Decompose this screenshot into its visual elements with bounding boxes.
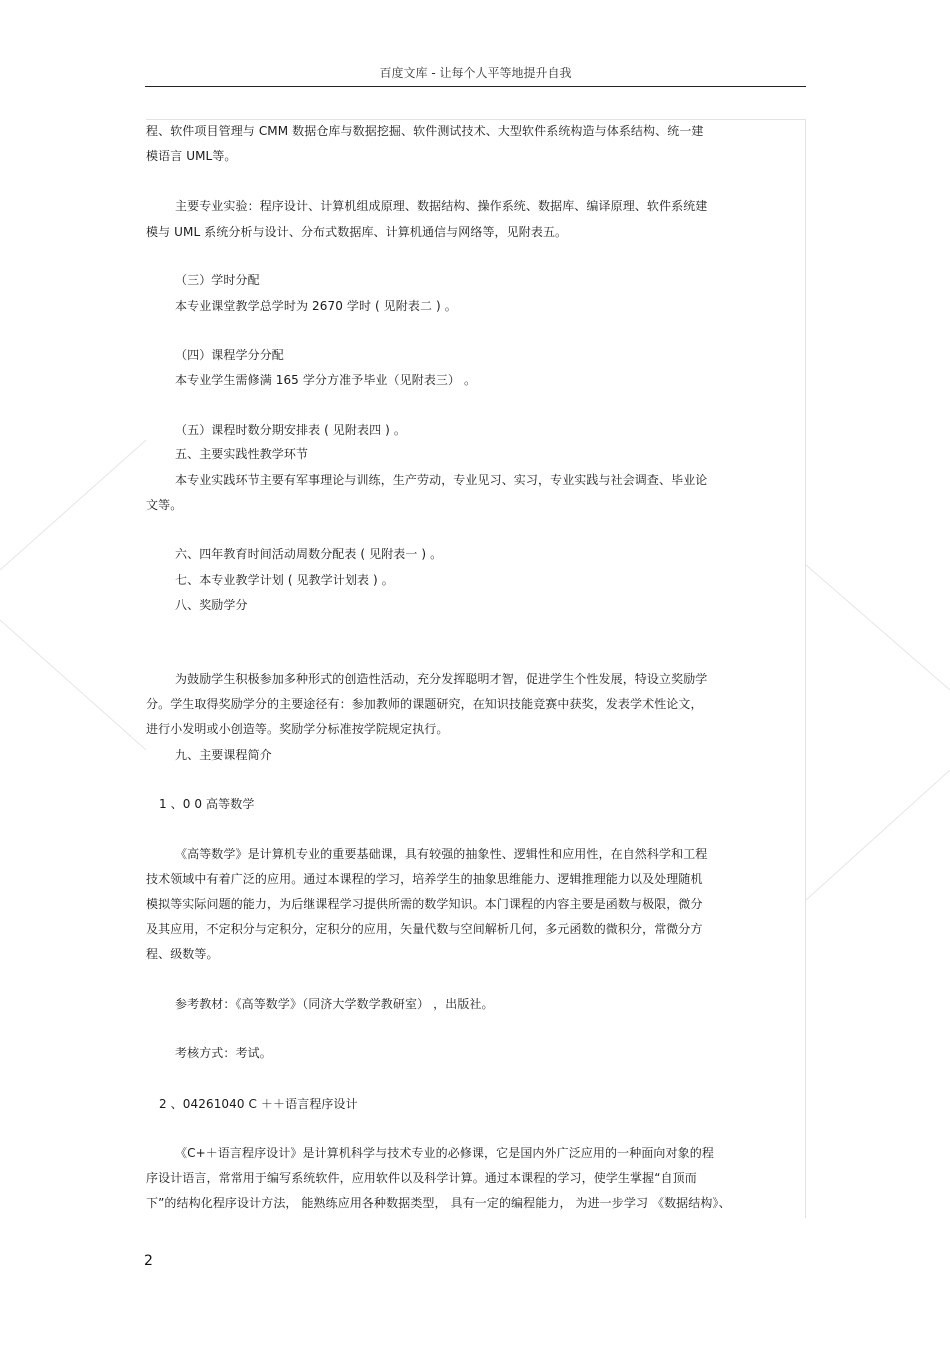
section-heading: （四）课程学分分配: [175, 348, 284, 362]
text-line: 《C+＋语言程序设计》是计算机科学与技术专业的必修课，它是国内外广泛应用的一种面向对象的程: [175, 1146, 714, 1160]
text-line: 序设计语言，常常用于编写系统软件，应用软件以及科学计算。通过本课程的学习，使学生掌握“自顶而: [146, 1171, 697, 1185]
text-line: 及其应用，不定积分与定积分，定积分的应用，矢量代数与空间解析几何，多元函数的微积分，常微分方: [146, 922, 703, 936]
text-line: 程、级数等。: [146, 947, 219, 961]
text-line: 模与 UML 系统分析与设计、分布式数据库、计算机通信与网络等，见附表五。: [146, 225, 568, 239]
text-line: 考核方式：考试。: [175, 1046, 272, 1060]
text-line: 本专业学生需修满 165 学分方准予毕业（见附表三） 。: [175, 373, 477, 387]
text-line: 模拟等实际问题的能力，为后继课程学习提供所需的数学知识。本门课程的内容主要是函数与极限，微分: [146, 897, 703, 911]
section-heading: 八、奖励学分: [175, 598, 248, 612]
frame-top-border: [146, 119, 806, 120]
section-heading: （五）课程时数分期安排表 ( 见附表四 ) 。: [175, 423, 406, 437]
page-number: 2: [144, 1253, 153, 1269]
text-line: 技术领域中有着广泛的应用。通过本课程的学习，培养学生的抽象思维能力、逻辑推理能力以及处理随机: [146, 872, 703, 886]
text-line: 本专业实践环节主要有军事理论与训练，生产劳动，专业见习、实习，专业实践与社会调查、毕业论: [175, 473, 708, 487]
course-heading: 1 、0 0 高等数学: [159, 797, 255, 811]
text-line: 本专业课堂教学总学时为 2670 学时 ( 见附表二 ) 。: [175, 299, 457, 313]
text-line: 《高等数学》是计算机专业的重要基础课，具有较强的抽象性、逻辑性和应用性，在自然科学和工程: [175, 847, 708, 861]
course-heading: 2 、04261040 C ＋＋语言程序设计: [159, 1097, 358, 1111]
text-line: 模语言 UML等。: [146, 149, 237, 163]
text-line: 进行小发明或小创造等。奖励学分标准按学院规定执行。: [146, 722, 449, 736]
text-line: 程、软件项目管理与 CMM 数据仓库与数据挖掘、软件测试技术、大型软件系统构造与体系结构、统一建: [146, 124, 704, 138]
text-line: 为鼓励学生积极参加多种形式的创造性活动，充分发挥聪明才智，促进学生个性发展，特设立奖励学: [175, 672, 708, 686]
text-line: 文等。: [146, 498, 183, 512]
section-heading: 七、本专业教学计划 ( 见教学计划表 ) 。: [175, 573, 394, 587]
section-heading: （三）学时分配: [175, 273, 260, 287]
text-line: 分。学生取得奖励学分的主要途径有：参加教师的课题研究，在知识技能竞赛中获奖，发表学术性论文，: [146, 697, 703, 711]
frame-right-border: [805, 119, 806, 1218]
page-header: 百度文库 - 让每个人平等地提升自我: [379, 66, 572, 80]
section-heading: 六、四年教育时间活动周数分配表 ( 见附表一 ) 。: [175, 547, 443, 561]
header-rule: [145, 86, 806, 87]
text-line: 主要专业实验：程序设计、计算机组成原理、数据结构、操作系统、数据库、编译原理、软件系统建: [175, 199, 708, 213]
text-line: 参考教材：《高等数学》（同济大学数学教研室） ，出版社。: [175, 997, 494, 1011]
section-heading: 九、主要课程简介: [175, 748, 272, 762]
section-heading: 五、主要实践性教学环节: [175, 447, 309, 461]
text-line: 下”的结构化程序设计方法， 能熟练应用各种数据类型， 具有一定的编程能力， 为进一步学习 《数据结构》、: [146, 1196, 731, 1210]
